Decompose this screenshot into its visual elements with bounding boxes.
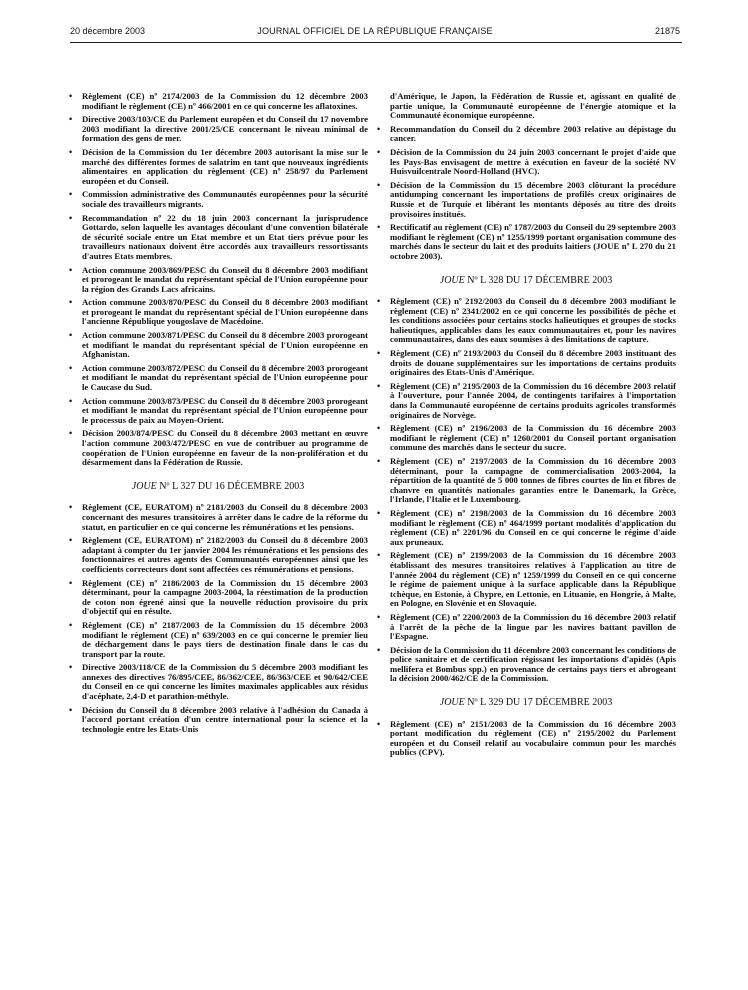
list-item: • Règlement (CE) nº 2196/2003 de la Commission du 16 décembre 2003 modifiant le règlement (CE) nº 1260/2001 du Conseil portant organisation commune des marchés dans le secteur du sucre. (376, 424, 676, 453)
jo-prefix: JOUE (439, 274, 465, 286)
jo-heading-328 (376, 276, 676, 286)
left-items-before (68, 92, 368, 468)
jo-prefix: JOUE (131, 480, 157, 492)
list-item: • Règlement (CE) nº 2195/2003 de la Commission du 16 décembre 2003 relatif à l'ouverture, pour l'année 2004, de contingents tarifaires à l'importation dans la Communauté européenne de certains produits agricoles transformés originaires de Norvège. (376, 382, 676, 420)
jo-rest: Nº L 329 DU 17 DÉCEMBRE 2003 (467, 697, 613, 709)
list-item: • Décision de la Commission du 1er décembre 2003 autorisant la mise sur le marché des différentes formes de salatrim en tant que nouveaux ingrédients alimentaires en application du règlement (CE) nº 258/97 du Parlement européen et du Conseil. (68, 148, 368, 186)
left-column (68, 92, 368, 738)
jo-prefix: JOUE (439, 697, 465, 709)
list-item: • Règlement (CE) nº 2187/2003 de la Commission du 15 décembre 2003 modifiant le règlement (CE) nº 639/2003 en ce qui concerne le premier lieu de déchargement dans le pays tiers de destination finale dans le cas du transport par la route. (68, 621, 368, 659)
list-item: • Règlement (CE) nº 2151/2003 de la Commission du 16 décembre 2003 portant modification du règlement (CE) nº 2195/2002 du Parlement européen et du Conseil relatif au vocabulaire commun pour les marchés publics (CPV). (376, 720, 676, 758)
jo-heading-327 (68, 482, 368, 492)
list-item: • Décision de la Commission du 11 décembre 2003 concernant les conditions de police sanitaire et de certification régissant les importations d'apidés (Apis mellifera et Bombus spp.) en provenance de certains pays tiers et abrogeant la décision 2000/462/CE de la Commission. (376, 646, 676, 684)
page-header (70, 26, 680, 40)
continuation-text: d'Amérique, le Japon, la Fédération de Russie et, agissant en qualité de partie unique, la Communauté européenne de l'énergie atomique et la Communauté économique européenne. (390, 91, 676, 121)
list-item: • Règlement (CE, EURATOM) nº 2181/2003 du Conseil du 8 décembre 2003 concernant des mesures transitoires à arrêter dans le cadre de la réforme du statut, en particulier en ce qui concerne les rémunérations et les pensions. (68, 503, 368, 532)
list-item: • Règlement (CE) nº 2174/2003 de la Commission du 12 décembre 2003 modifiant le règlement (CE) nº 466/2001 en ce qui concerne les aflatoxines. (68, 92, 368, 111)
header-page-number: 21875 (654, 26, 680, 36)
list-item: • Décision de la Commission du 15 décembre 2003 clôturant la procédure antidumping concernant les importations de profilés creux originaires de Russie et de Turquie et libérant les montants déposés au titre des droits provisoires institués. (376, 181, 676, 219)
list-item: • Action commune 2003/870/PESC du Conseil du 8 décembre 2003 modifiant et prorogeant le mandat du représentant spécial de l'Union européenne dans l'ancienne République yougoslave de Macédoine. (68, 298, 368, 327)
right-items-before (376, 125, 676, 262)
header-title: JOURNAL OFFICIEL DE LA RÉPUBLIQUE FRANÇAISE (257, 26, 493, 36)
list-item: • Action commune 2003/869/PESC du Conseil du 8 décembre 2003 modifiant et prorogeant le mandat du représentant spécial de l'Union européenne pour la région des Grands Lacs africains. (68, 266, 368, 295)
list-item: • Règlement (CE) nº 2197/2003 de la Commission du 16 décembre 2003 déterminant, pour la campagne de commercialisation 2003-2004, la répartition de la quantité de 5 000 tonnes de fibres courtes de lin et fibres de chanvre en quantités nationales garanties entre le Danemark, la Grèce, l'Irlande, l'Italie et le Luxembourg. (376, 457, 676, 505)
list-item: • Recommandation nº 22 du 18 juin 2003 concernant la jurisprudence Gottardo, selon laquelle les avantages découlant d'une convention bilatérale de sécurité sociale entre un Etat membre et un Etat tiers prévue pour les travailleurs nationaux doivent être accordés aux travailleurs ressortissants d'autres Etats membres. (68, 214, 368, 262)
list-item: • Directive 2003/103/CE du Parlement européen et du Conseil du 17 novembre 2003 modifiant la directive 2001/25/CE concernant le niveau minimal de formation des gens de mer. (68, 115, 368, 144)
left-items-327 (68, 503, 368, 734)
list-item: • Règlement (CE) nº 2186/2003 de la Commission du 15 décembre 2003 déterminant, pour la campagne 2003-2004, la réestimation de la production de coton non égrené ainsi que la nouvelle réduction provisoire du prix d'objectif qui en résulte. (68, 579, 368, 617)
list-item: • Action commune 2003/871/PESC du Conseil du 8 décembre 2003 prorogeant et modifiant le mandat du représentant spécial de l'Union européenne en Afghanistan. (68, 331, 368, 360)
right-items-329 (376, 720, 676, 758)
list-item: • Recommandation du Conseil du 2 décembre 2003 relative au dépistage du cancer. (376, 125, 676, 144)
list-item: • Règlement (CE) nº 2199/2003 de la Commission du 16 décembre 2003 établissant des mesures transitoires relatives à l'application au titre de l'année 2004 du règlement (CE) nº 1259/1999 du Conseil en ce qui concerne le régime de paiement unique à la surface applicable dans la République tchèque, en Estonie, à Chypre, en Lettonie, en Lituanie, en Hongrie, à Malte, en Pologne, en Slovénie et en Slovaquie. (376, 551, 676, 609)
list-item: • Directive 2003/118/CE de la Commission du 5 décembre 2003 modifiant les annexes des directives 76/895/CEE, 86/362/CEE, 86/363/CEE et 90/642/CEE du Conseil en ce qui concerne les limites maximales applicables aux résidus d'acéphate, 2,4-D et parathion-méthyle. (68, 663, 368, 701)
list-item: • Règlement (CE) nº 2200/2003 de la Commission du 16 décembre 2003 relatif à l'arrêt de la pêche de la lingue par les navires battant pavillon de l'Espagne. (376, 613, 676, 642)
right-items-328 (376, 297, 676, 684)
jo-heading-329 (376, 698, 676, 708)
list-item: • Décision du Conseil du 8 décembre 2003 relative à l'adhésion du Canada à l'accord portant création d'un centre international pour la science et la technologie entre les Etats-Unis (68, 706, 368, 735)
list-item: • Action commune 2003/872/PESC du Conseil du 8 décembre 2003 prorogeant et modifiant le mandat du représentant spécial de l'Union européenne pour le Caucase du Sud. (68, 364, 368, 393)
list-item: • Action commune 2003/873/PESC du Conseil du 8 décembre 2003 prorogeant et modifiant le mandat du représentant spécial de l'Union européenne pour le processus de paix au Moyen-Orient. (68, 397, 368, 426)
header-rule (70, 42, 682, 43)
list-item: • Décision de la Commission du 24 juin 2003 concernant le projet d'aide que les Pays-Bas envisagent de mettre à exécution en faveur de la société NV Huisvuilcentrale Noord-Holland (HVC). (376, 148, 676, 177)
list-item: • Rectificatif au règlement (CE) nº 1787/2003 du Conseil du 29 septembre 2003 modifiant le règlement (CE) nº 1255/1999 portant organisation commune des marchés dans le secteur du lait et des produits laitiers (JOUE nº L 270 du 21 octobre 2003). (376, 223, 676, 261)
list-item: • Décision 2003/874/PESC du Conseil du 8 décembre 2003 mettant en œuvre l'action commune 2003/472/PESC en vue de contribuer au programme de coopération de l'Union européenne en faveur de la non-prolifération et du désarmement dans la Fédération de Russie. (68, 429, 368, 467)
right-column (376, 92, 676, 762)
header-date: 20 décembre 2003 (70, 26, 146, 36)
list-item: • Règlement (CE) nº 2198/2003 de la Commission du 16 décembre 2003 modifiant le règlement (CE) nº 464/1999 portant modalités d'application du règlement (CE) nº 2201/96 du Conseil en ce qui concerne le régime d'aide aux pruneaux. (376, 509, 676, 547)
jo-rest: Nº L 328 DU 17 DÉCEMBRE 2003 (467, 274, 613, 286)
list-item: • Règlement (CE) nº 2192/2003 du Conseil du 8 décembre 2003 modifiant le règlement (CE) nº 2341/2002 en ce qui concerne les possibilités de pêche et les conditions associées pour certains stocks halieutiques et groupes de stocks halieutiques, applicables dans les eaux communautaires et, pour les navires communautaires, dans des eaux soumises à des limitations de capture. (376, 297, 676, 345)
list-item: • Règlement (CE, EURATOM) nº 2182/2003 du Conseil du 8 décembre 2003 adaptant à compter du 1er janvier 2004 les rémunérations et les pensions des fonctionnaires et autres agents des Communautés européennes ainsi que les coefficients correcteurs dont sont affectées ces rémunérations et pensions. (68, 536, 368, 574)
list-item: • Commission administrative des Communautés européennes pour la sécurité sociale des travailleurs migrants. (68, 190, 368, 209)
list-item: • Règlement (CE) nº 2193/2003 du Conseil du 8 décembre 2003 instituant des droits de douane supplémentaires sur les importations de certains produits originaires des Etats-Unis d'Amérique. (376, 349, 676, 378)
jo-rest: Nº L 327 DU 16 DÉCEMBRE 2003 (159, 480, 305, 492)
